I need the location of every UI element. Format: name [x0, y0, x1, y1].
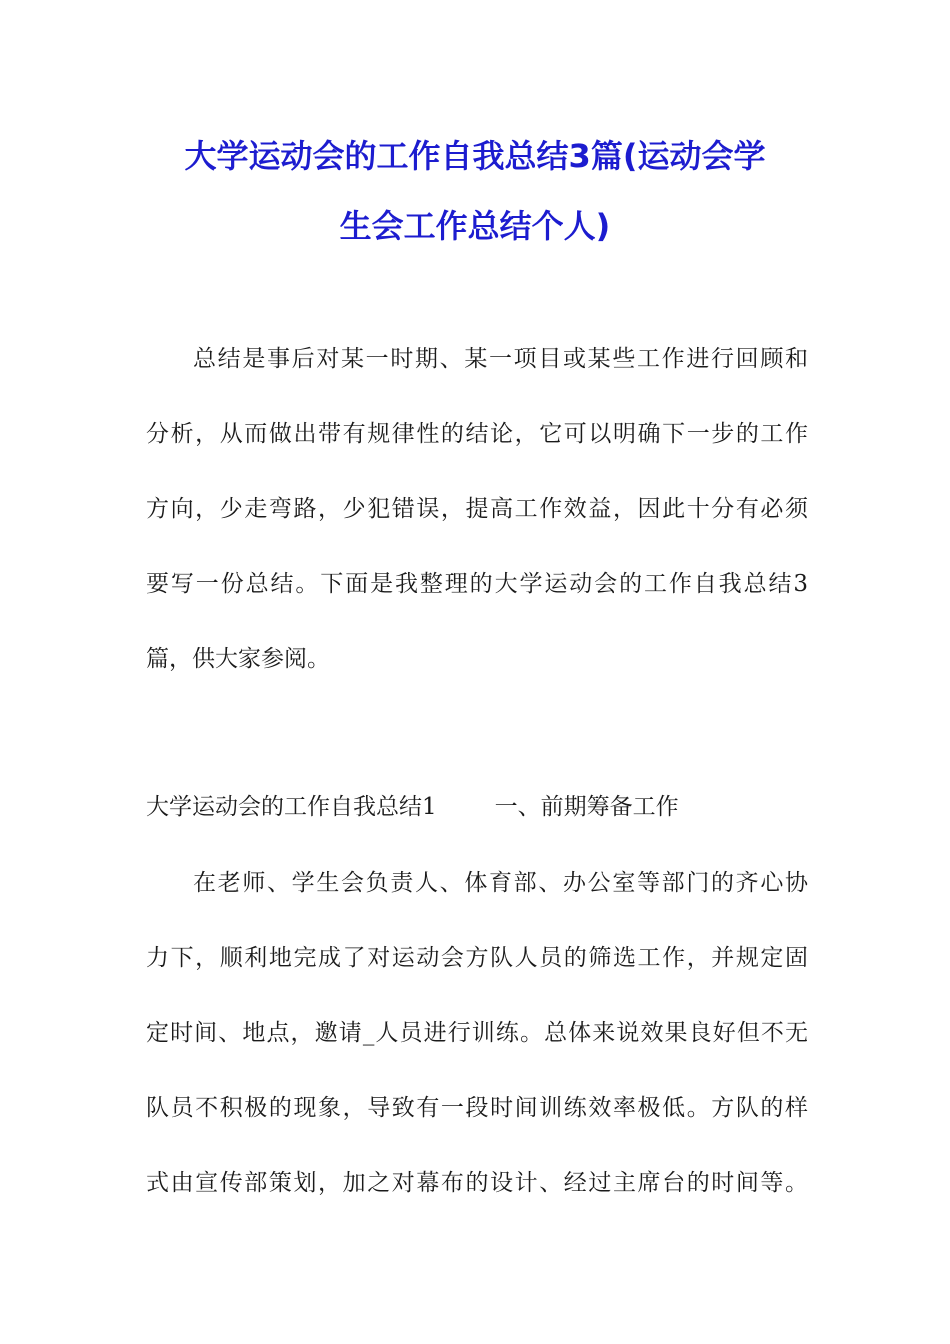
intro-paragraph-line: 总结是事后对某一时期、某一项目或某些工作进行回顾和 — [193, 346, 808, 372]
document-title-line-1: 大学运动会的工作自我总结3篇(运动会学 — [184, 137, 766, 175]
intro-paragraph-line: 分析，从而做出带有规律性的结论，它可以明确下一步的工作 — [146, 421, 808, 447]
document-title-line-2: 生会工作总结个人) — [339, 207, 611, 245]
section-title: 大学运动会的工作自我总结1 — [146, 794, 437, 820]
intro-paragraph-line: 方向，少走弯路，少犯错误，提高工作效益，因此十分有必须 — [146, 496, 808, 522]
intro-paragraph-line: 要写一份总结。下面是我整理的大学运动会的工作自我总结3 — [146, 571, 808, 597]
body-paragraph-line: 力下，顺利地完成了对运动会方队人员的筛选工作，并规定固 — [146, 945, 808, 971]
body-paragraph-line: 定时间、地点，邀请_人员进行训练。总体来说效果良好但不无 — [146, 1020, 808, 1046]
section-heading — [146, 792, 808, 822]
body-paragraph-line: 式由宣传部策划，加之对幕布的设计、经过主席台的时间等。 — [146, 1170, 808, 1196]
intro-paragraph-line: 篇，供大家参阅。 — [146, 646, 330, 672]
section-subtitle: 一、前期筹备工作 — [494, 794, 679, 820]
body-paragraph-line: 队员不积极的现象，导致有一段时间训练效率极低。方队的样 — [146, 1095, 808, 1121]
body-paragraph-line: 在老师、学生会负责人、体育部、办公室等部门的齐心协 — [193, 870, 808, 896]
